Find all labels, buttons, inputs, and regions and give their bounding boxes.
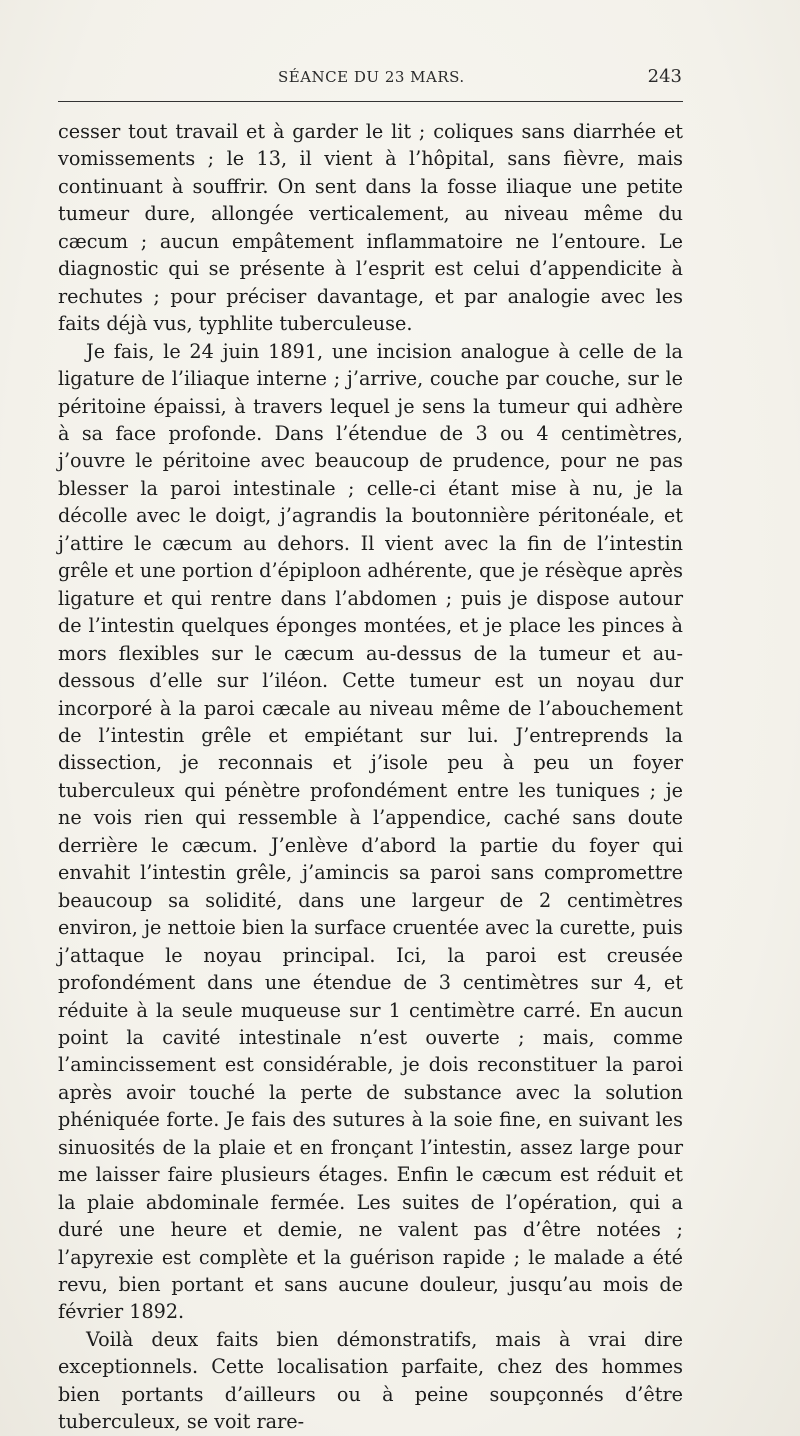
paragraph-2: Je fais, le 24 juin 1891, une incision analogue à celle de la ligature de l’iliaque interne ; j’arrive, couche par couche, sur le péritoine épaissi, à travers lequel je sens la tumeur qui adhère à sa face profonde. Dans l’étendue de 3 ou 4 centimètres, j’ouvre le péritoine avec beaucoup de prudence, pour ne pas blesser la paroi intestinale ; celle-ci étant mise à nu, je la décolle avec le doigt, j’agrandis la boutonnière péritonéale, et j’attire le cæcum au dehors. Il vient avec la fin de l’intestin grêle et une portion d’épiploon adhérente, que je résèque après ligature et qui rentre dans l’abdomen ; puis je dispose autour de l’intestin quelques éponges montées, et je place les pinces à mors flexibles sur le cæcum au-dessus de la tumeur et au-dessous d’elle sur l’iléon. Cette tumeur est un noyau dur incorporé à la paroi cæcale au niveau même de l’abouchement de l’intestin grêle et empiétant sur lui. J’entreprends la dissection, je reconnais et j’isole peu à peu un foyer tuberculeux qui pénètre profondément entre les tuniques ; je ne vois rien qui ressemble à l’appendice, caché sans doute derrière le cæcum. J’enlève d’abord la partie du foyer qui envahit l’intestin grêle, j’amincis sa paroi sans compromettre beaucoup sa solidité, dans une largeur de 2 centimètres environ, je nettoie bien la surface cruentée avec la curette, puis j’attaque le noyau principal. Ici, la paroi est creusée profondément dans une étendue de 3 centimètres sur 4, et réduite à la seule muqueuse sur 1 centimètre carré. En aucun point la cavité intestinale n’est ouverte ; mais, comme l’amincissement est considérable, je dois reconstituer la paroi après avoir touché la perte de substance avec la solution phéniquée forte. Je fais des sutures à la soie fine, en suivant les sinuosités de la plaie et en fronçant l’intestin, assez large pour me laisser faire plusieurs étages. Enfin le cæcum est réduit et la plaie abdominale fermée. Les suites de l’opération, qui a duré une heure et demie, ne valent pas d’être notées ; l’apyrexie est complète et la guérison rapide ; le malade a été revu, bien portant et sans aucune douleur, jusqu’au mois de février 1892. bbox=[58, 339, 683, 1324]
paragraph-1: cesser tout travail et à garder le lit ; coliques sans diarrhée et vomissements ; le 13, il vient à l’hôpital, sans fièvre, mais continuant à souffrir. On sent dans la fosse iliaque une petite tumeur dure, allongée verticalement, au niveau même du cæcum ; aucun empâtement inflammatoire ne l’entoure. Le diagnostic qui se présente à l’esprit est celui d’appendicite à rechutes ; pour préciser davantage, et par analogie avec les faits déjà vus, typhlite tuberculeuse. bbox=[58, 120, 683, 336]
page-header bbox=[58, 62, 682, 92]
paragraph-3: Voilà deux faits bien démonstratifs, mais à vrai dire exceptionnels. Cette localisation parfaite, chez des hommes bien portants d’ailleurs ou à peine soupçonnés d’être tuberculeux, se voit rare- bbox=[58, 1327, 683, 1434]
header-rule bbox=[58, 101, 683, 102]
page-number: 243 bbox=[647, 66, 682, 87]
running-head: SÉANCE DU 23 MARS. bbox=[278, 68, 465, 86]
body-text bbox=[58, 118, 683, 1436]
